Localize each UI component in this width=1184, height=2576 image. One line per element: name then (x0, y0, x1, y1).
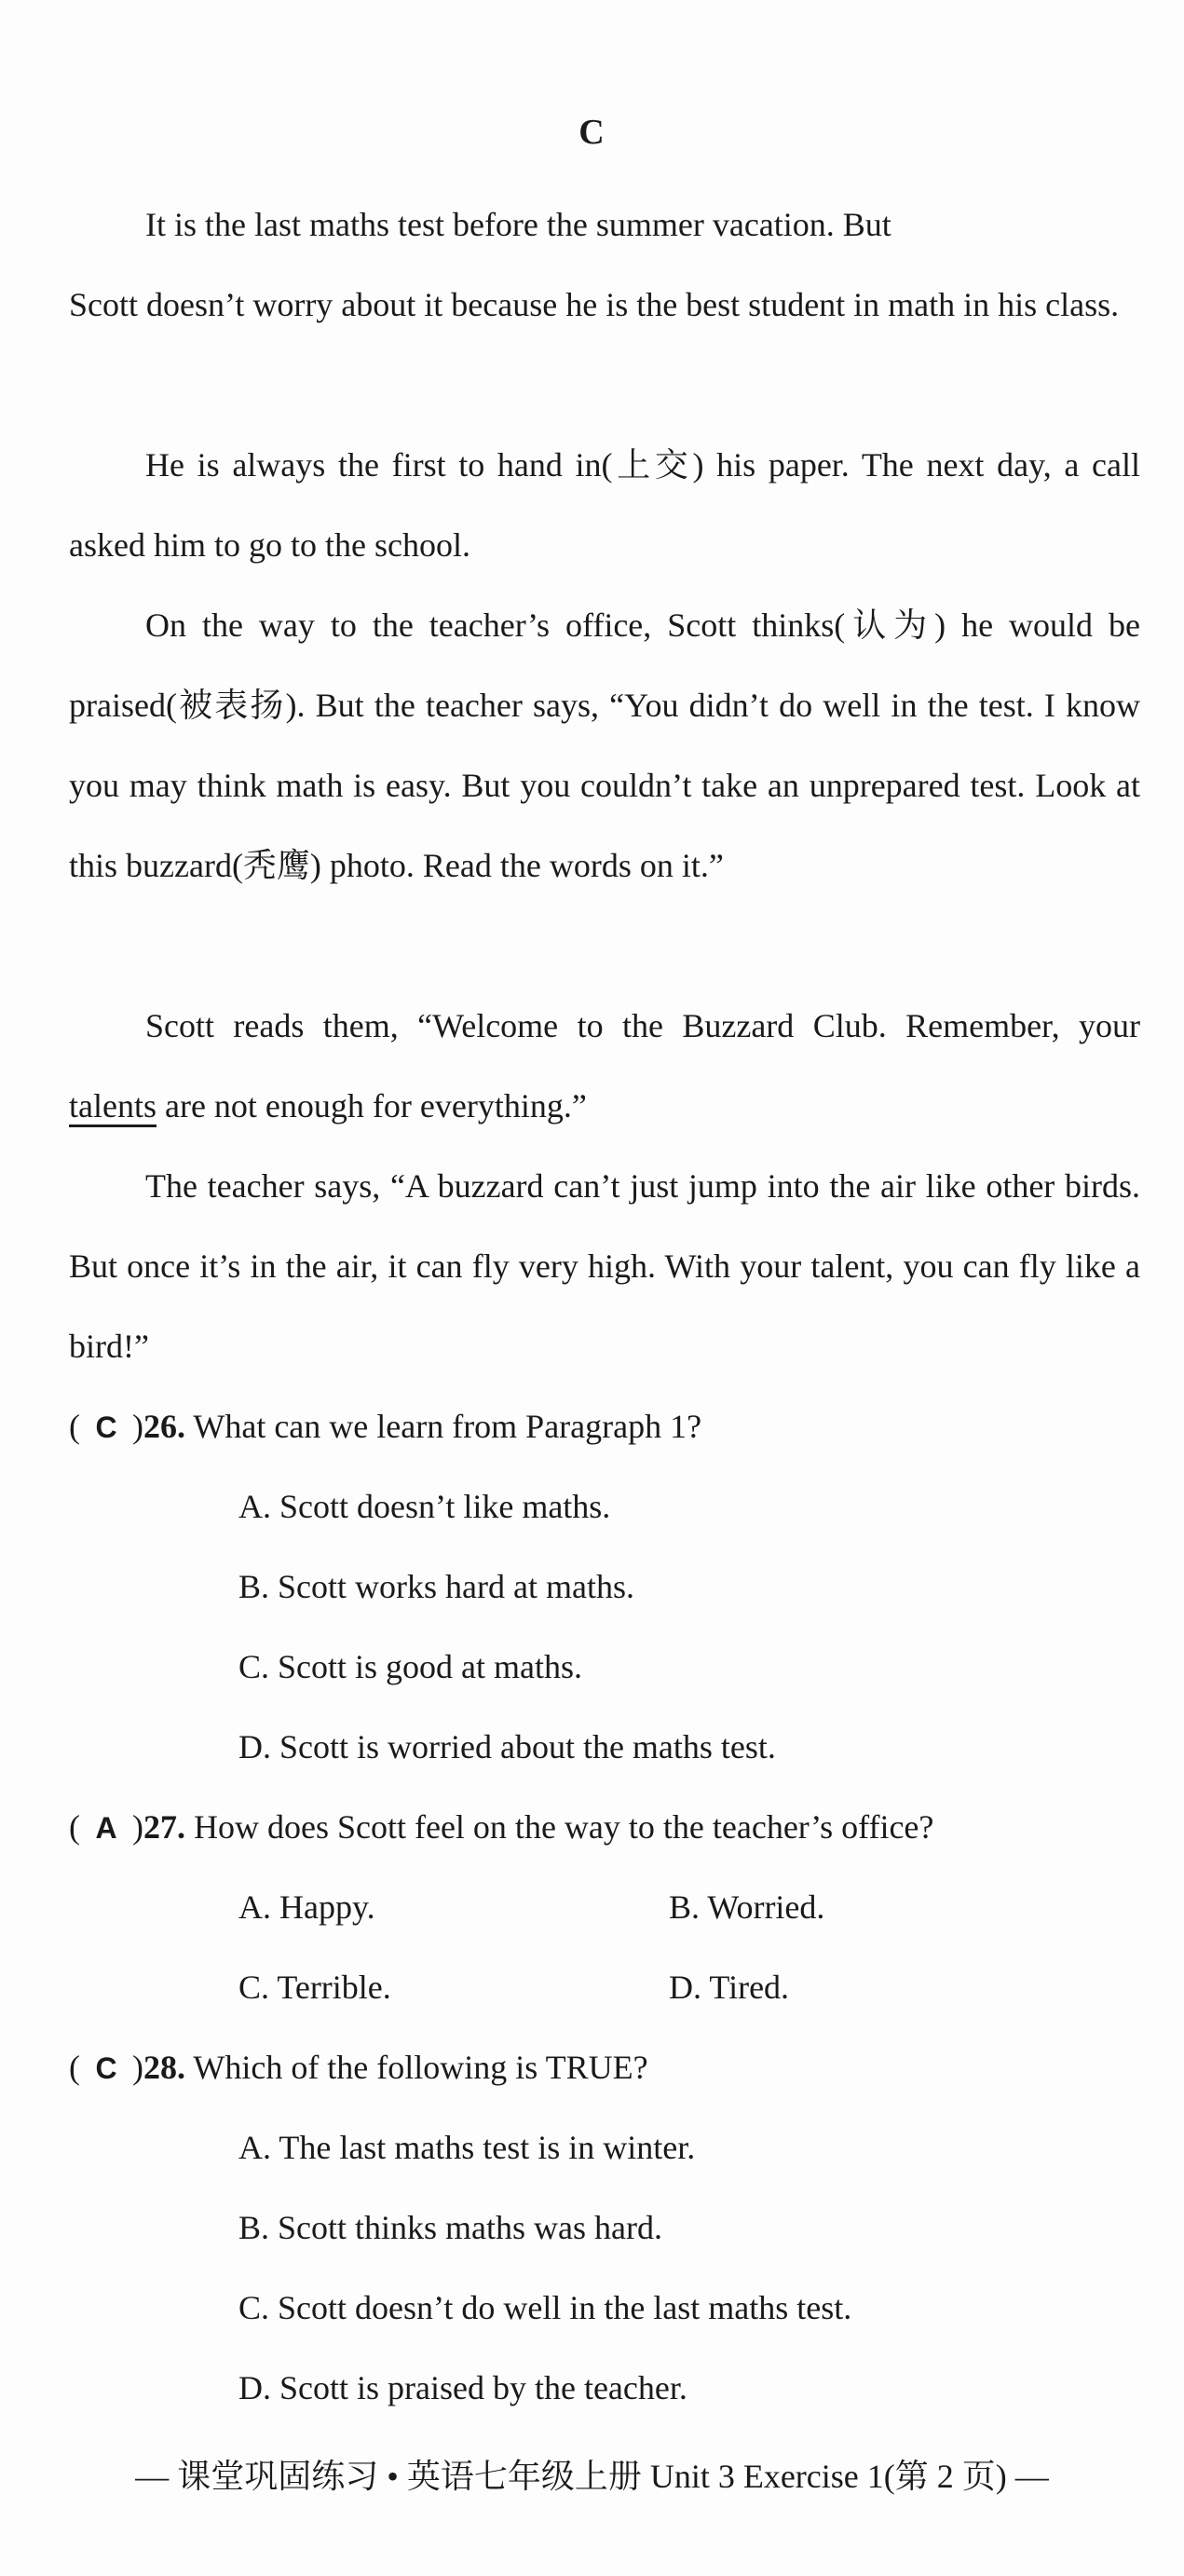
paragraph-4-before: Scott reads them, “Welcome to the Buzzard Club. Remember, your (145, 1007, 1140, 1044)
answer-paren-close: ) (132, 1808, 143, 1846)
section-title: C (578, 113, 606, 152)
paragraph-5-text: The teacher says, “A buzzard can’t just jump into the air like other birds. But once it’s in the air, it can fly very high. With your talent, you can fly like a bird!” (69, 1167, 1140, 1365)
passage-paragraph-4 (69, 986, 1140, 1146)
underlined-word-talents: talents (69, 1087, 157, 1124)
question-28 (69, 2027, 1150, 2108)
answer-paren-open: ( (69, 1408, 80, 1445)
question-28-option-c: C. Scott doesn’t do well in the last maths test. (238, 2289, 852, 2326)
paragraph-3-text: On the way to the teacher’s office, Scott thinks(认为) he would be praised(被表扬). But the teacher says, “You didn’t do well in the test. I know you may think math is easy. But you couldn’t take an unprepared test. Look at this buzzard(秃鹰) photo. Read the words on it.” (69, 607, 1140, 884)
question-26-number: 26. (143, 1408, 185, 1445)
answer-paren-close: ) (132, 2049, 143, 2086)
passage-paragraph-5 (69, 1146, 1140, 1386)
question-27-option-a: A. Happy. (238, 1888, 375, 1926)
question-26-text: What can we learn from Paragraph 1? (193, 1408, 702, 1445)
question-28-option-b: B. Scott thinks maths was hard. (238, 2209, 662, 2246)
page-footer: — 课堂巩固练习 • 英语七年级上册 Unit 3 Exercise 1(第 2 页) — (135, 2458, 1049, 2495)
question-28-number: 28. (143, 2049, 185, 2086)
question-26-option-a: A. Scott doesn’t like maths. (238, 1488, 611, 1525)
question-28-option-a: A. The last maths test is in winter. (238, 2129, 696, 2166)
question-27-text: How does Scott feel on the way to the teacher’s office? (194, 1808, 934, 1846)
answer-28: C (95, 2051, 117, 2085)
answer-27: A (95, 1811, 117, 1845)
paragraph-1-first-line: It is the last maths test before the summer vacation. But (145, 206, 891, 243)
answer-paren-open: ( (69, 1808, 80, 1846)
question-27 (69, 1787, 1150, 1868)
paragraph-4-after: are not enough for everything.” (156, 1087, 587, 1124)
passage-paragraph-3 (69, 585, 1140, 906)
question-26 (69, 1386, 1150, 1467)
question-28-text: Which of the following is TRUE? (193, 2049, 648, 2086)
passage-paragraph-1-continued (69, 265, 1140, 345)
question-27-number: 27. (143, 1808, 185, 1846)
answer-26: C (95, 1411, 117, 1444)
question-26-option-b: B. Scott works hard at maths. (238, 1568, 634, 1605)
question-26-option-c: C. Scott is good at maths. (238, 1648, 582, 1685)
question-27-option-b: B. Worried. (669, 1888, 825, 1926)
question-28-option-d: D. Scott is praised by the teacher. (238, 2369, 687, 2406)
question-27-option-c: C. Terrible. (238, 1969, 391, 2006)
answer-paren-open: ( (69, 2049, 80, 2086)
question-26-option-d: D. Scott is worried about the maths test. (238, 1728, 776, 1765)
paragraph-1-rest: Scott doesn’t worry about it because he is the best student in math in his class. (69, 286, 1120, 323)
question-27-option-d: D. Tired. (669, 1969, 790, 2006)
passage-paragraph-1 (69, 184, 1140, 265)
answer-paren-close: ) (132, 1408, 143, 1445)
passage-paragraph-2 (69, 425, 1140, 585)
paragraph-2-text: He is always the first to hand in(上交) his paper. The next day, a call asked him to go to the school. (69, 446, 1140, 564)
